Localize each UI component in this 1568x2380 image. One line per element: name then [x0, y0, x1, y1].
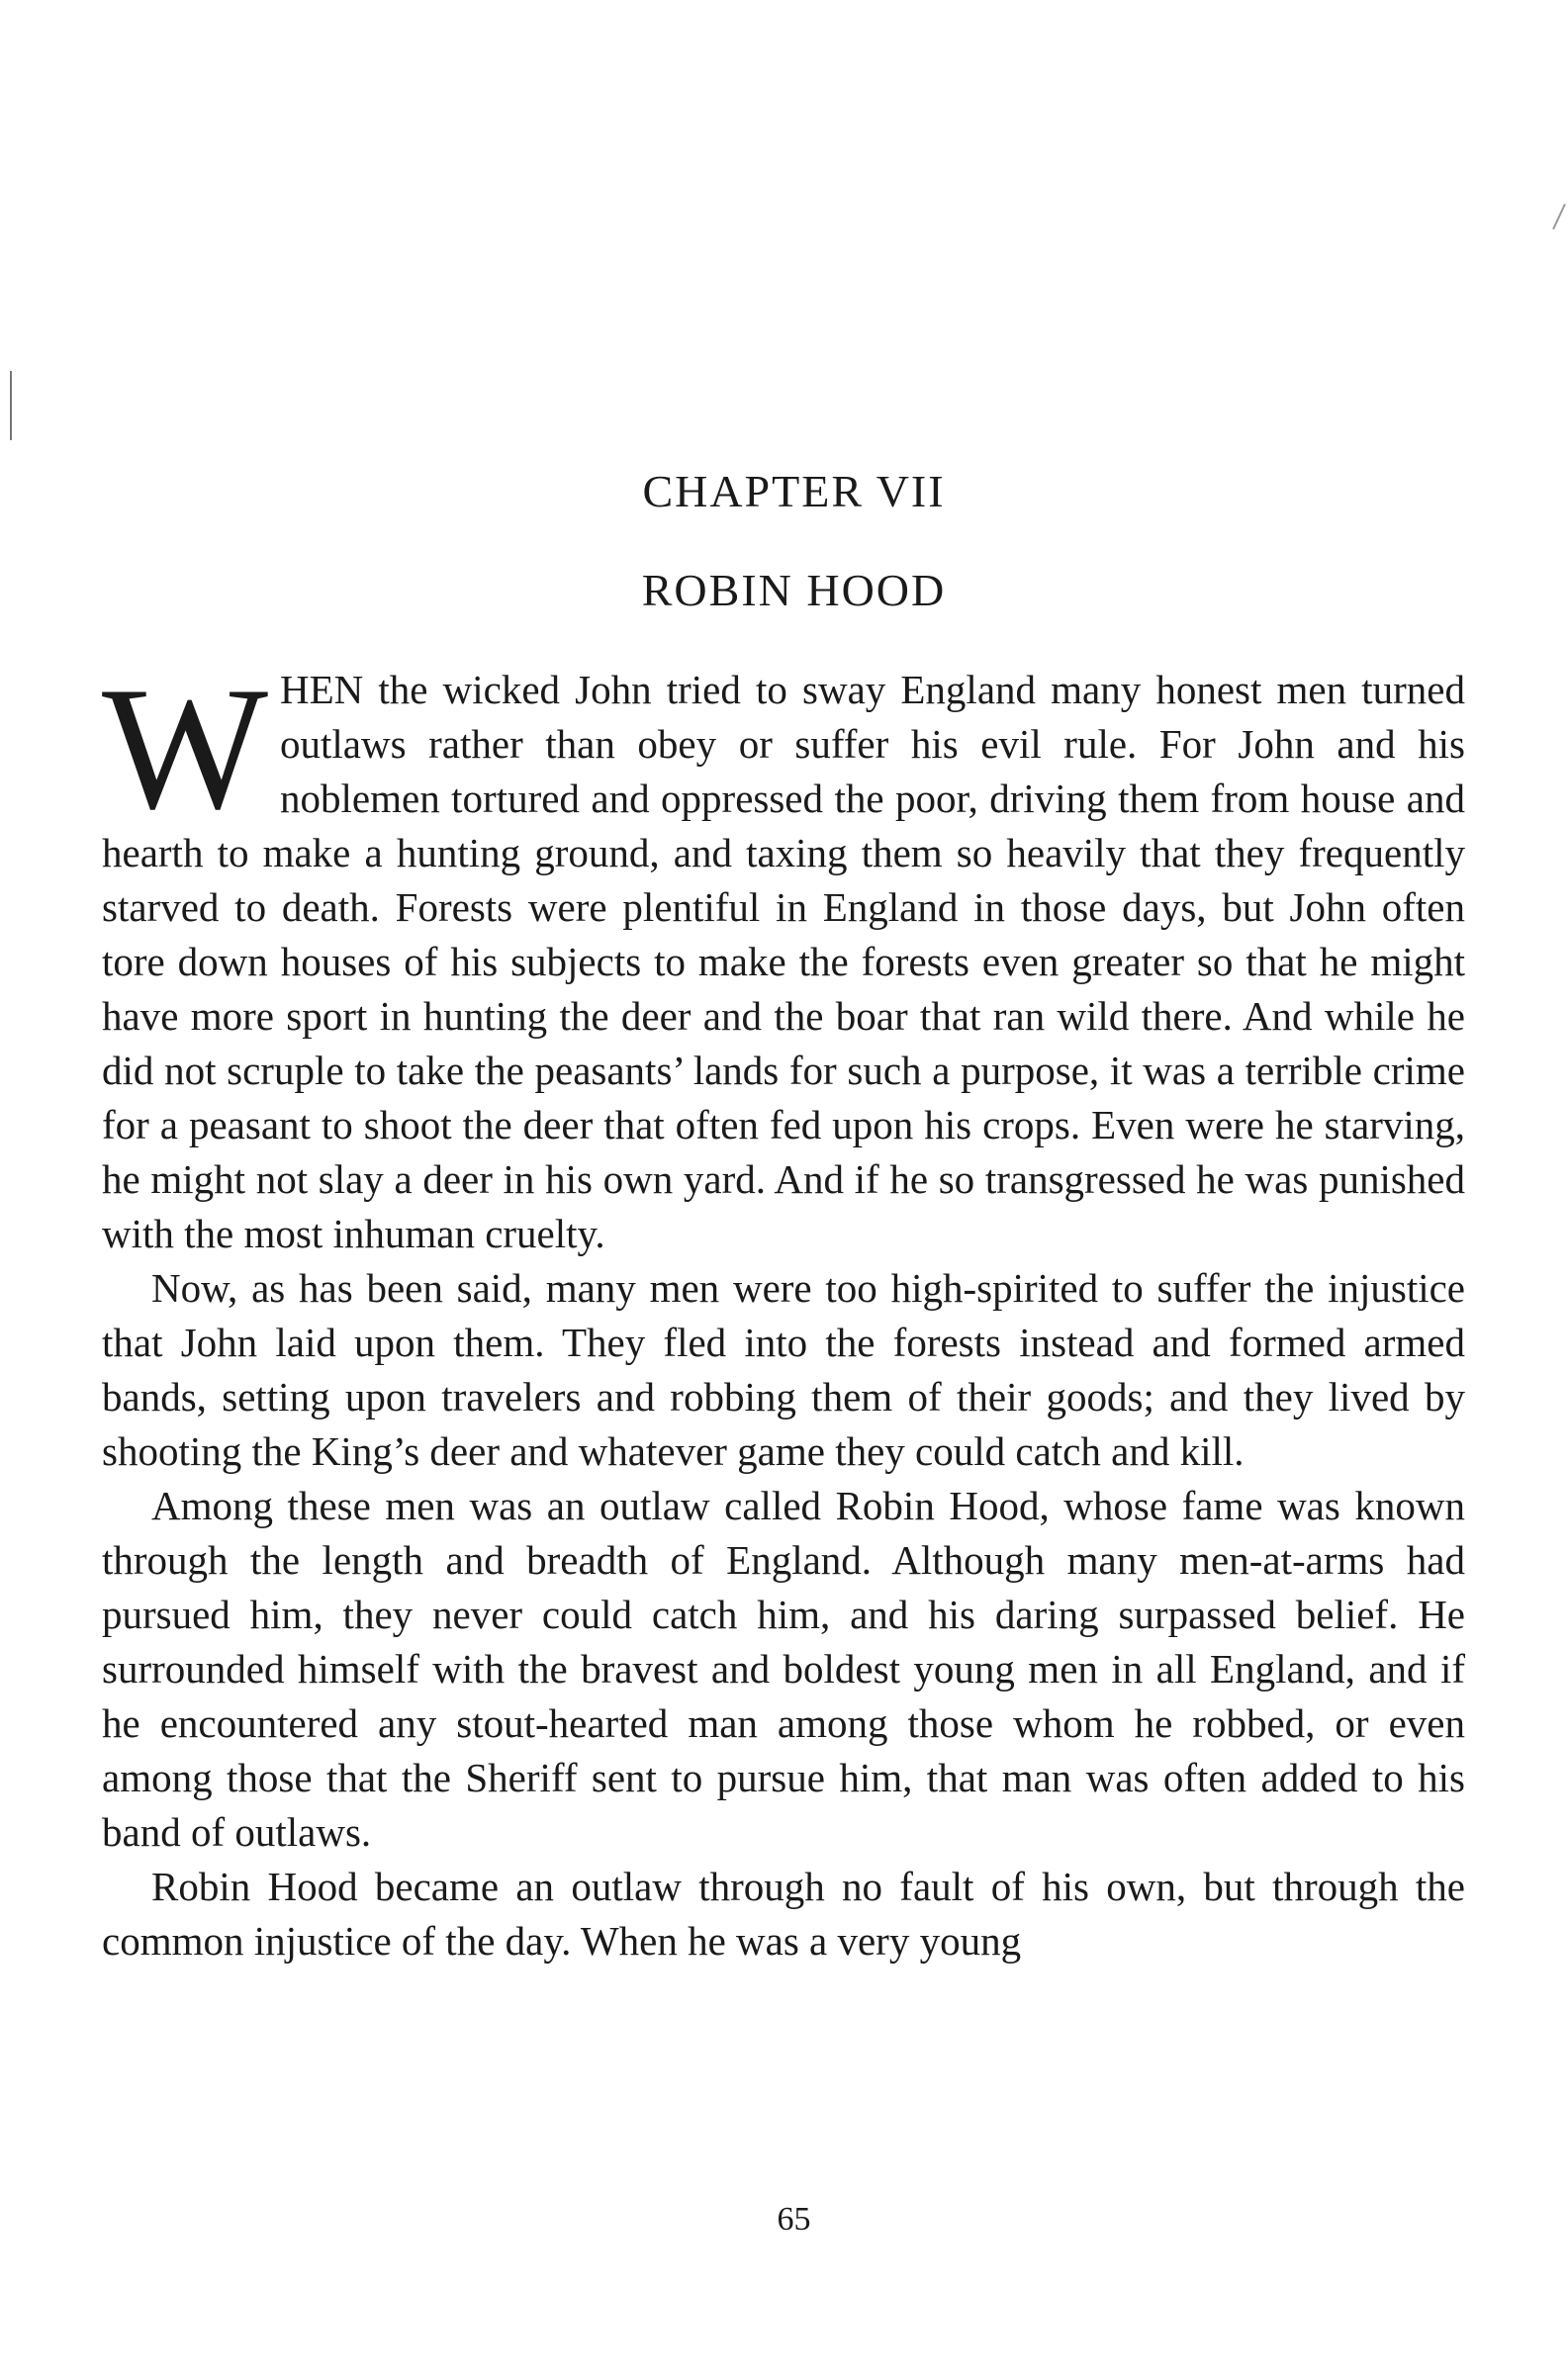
- paragraph-4: Robin Hood became an outlaw through no fault of his own, but through the common injustice of the day. When he was a very young: [102, 1864, 1465, 1964]
- paragraph-3: Among these men was an outlaw called Robin Hood, whose fame was known through the length and breadth of England. Although many men-at-arms had pursued him, they never could catch him, and his daring surpassed belief. He surrounded himself with the bravest and boldest young men in all England, and if he encountered any stout-hearted man among those whom he robbed, or even among those that the Sheriff sent to pursue him, that man was often added to his band of outlaws.: [102, 1483, 1465, 1855]
- page-number: 65: [777, 2201, 811, 2238]
- chapter-title: ROBIN HOOD: [641, 565, 947, 615]
- scan-mark-right: [1552, 204, 1566, 229]
- paragraph-1-text: HEN the wicked John tried to sway England many honest men turned outlaws rather than obey or suffer his evil rule. For John and his noblemen tortured and oppressed the poor, driving them from house and hearth to make a hunting ground, and taxing them so heavily that they frequently starved to death. Forests were plentiful in England in those days, but John often tore down houses of his subjects to make the forests even greater so that he might have more sport in hunting the deer and the boar that ran wild there. And while he did not scruple to take the peasants’ lands for such a purpose, it was a terrible crime for a peasant to shoot the deer that often fed upon his crops. Even were he starving, he might not slay a deer in his own yard. And if he so transgressed he was punished with the most inhuman cruelty.: [102, 667, 1465, 1256]
- chapter-number: CHAPTER VII: [642, 466, 946, 516]
- scan-mark-left: [10, 371, 12, 440]
- drop-cap: W: [102, 650, 269, 846]
- paragraph-1: [102, 650, 1465, 1261]
- body-text: [102, 650, 1465, 1968]
- paragraph-2: Now, as has been said, many men were too high-spirited to suffer the injustice that John laid upon them. They fled into the forests instead and formed armed bands, setting upon travelers and robbing them of their goods; and they lived by shooting the King’s deer and whatever game they could catch and kill.: [102, 1265, 1465, 1474]
